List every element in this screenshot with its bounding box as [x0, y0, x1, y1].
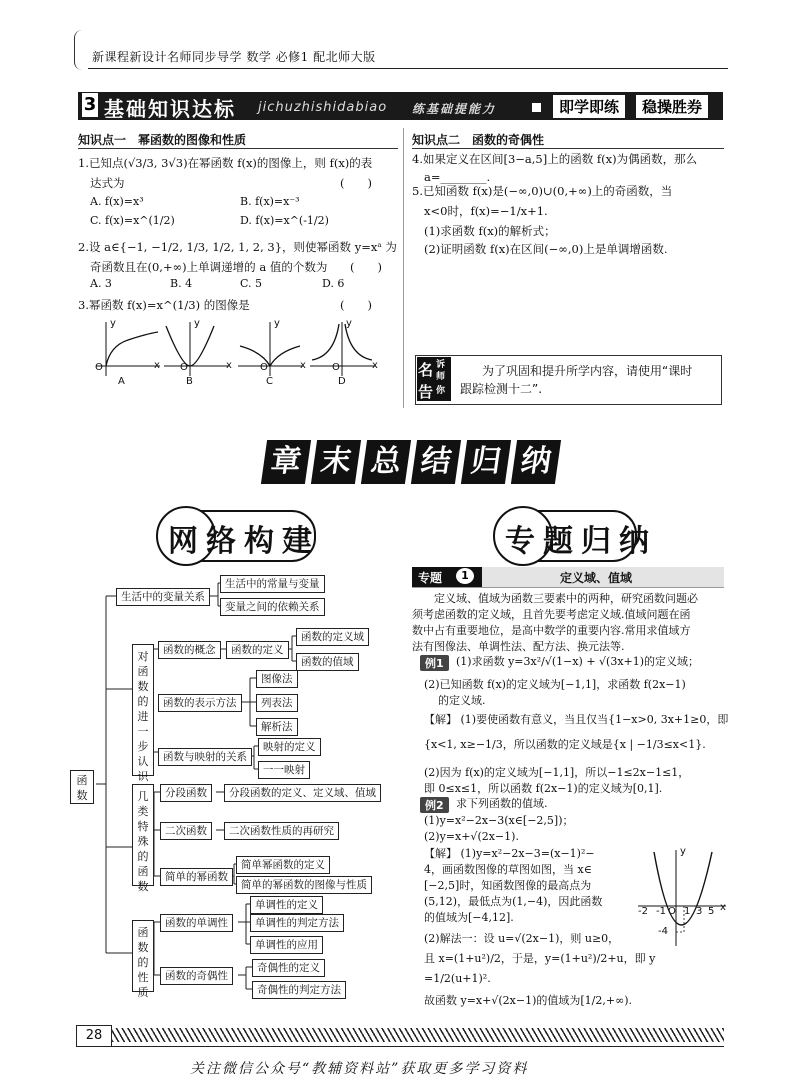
q2-line1: 2.设 a∈{−1, −1/2, 1/3, 1/2, 1, 2, 3}，则使幂函数 y=xᵃ 为 [78, 240, 397, 254]
parabola-tick: -1 [656, 906, 666, 917]
ex2-sol2-4: 故函数 y=x+√(2x−1)的值域为[1/2,+∞). [424, 994, 633, 1007]
q4-line1: 4.如果定义在区间[3−a,5]上的函数 f(x)为偶函数，那么 [412, 152, 698, 166]
tree-life-a: 生活中的常量与变量 [220, 575, 325, 593]
ex1-sol4: 即 0≤x≤1，所以函数 f(2x−1)的定义域为[0,1]. [424, 782, 663, 795]
topic-intro-3: 数中占有重要地位，是高中数学的重要内容.常用求值域方 [412, 624, 691, 637]
parabola-tick: -2 [638, 906, 648, 917]
graph-b-label: B [186, 376, 193, 387]
chapter-char: 末 [311, 440, 361, 484]
ex2-sol-1: 【解】 (1)y=x²−2x−3=(x−1)²− [424, 847, 595, 860]
q2-line2: 奇函数且在(0,+∞)上单调递增的 a 值的个数为 [90, 260, 328, 274]
ex2-sol-2: 4，画函数图像的草图如图，当 x∈ [424, 863, 592, 876]
tree-parity-a: 奇偶性的定义 [252, 959, 325, 977]
tree-piece-a: 分段函数的定义、定义域、值域 [224, 784, 381, 802]
tree-parity: 函数的奇偶性 [160, 967, 233, 985]
q1-line2: 达式为 [90, 176, 125, 190]
page-number: 28 [76, 1025, 112, 1047]
tip-text-line2: 跟踪检测十二”. [460, 382, 543, 396]
graph-b-x: x [226, 360, 232, 371]
ex2-sol-4: (5,12)，最低点为(1,−4)，因此函数 [424, 895, 603, 908]
banner-tag-2: 稳操胜券 [636, 95, 708, 118]
tree-power: 简单的幂函数 [160, 868, 233, 886]
topic-label: 专题 [418, 571, 443, 585]
section-pinyin: jichuzhishidabiao [258, 100, 388, 115]
ex1-sol1: 【解】 (1)要使函数有意义，当且仅当{1−x>0, 3x+1≥0，即 [424, 713, 729, 726]
example2-label: 例2 [420, 797, 449, 813]
footer-rule [76, 1046, 724, 1047]
ex2-sol2-2: 且 x=(1+u²)/2，于是，y=(1+u²)/2+u，即 y [424, 952, 656, 965]
graph-d-label: D [338, 376, 346, 387]
kp2-underline [412, 148, 724, 149]
tip-badge-char: 师 [436, 372, 446, 382]
running-header: 新课程新设计名师同步导学 数学 必修1 配北师大版 [92, 50, 376, 64]
tree-range: 函数的值域 [296, 653, 359, 671]
example1-label: 例1 [420, 655, 449, 671]
q5-sub1: (1)求函数 f(x)的解析式； [424, 224, 556, 238]
chapter-char: 纳 [511, 440, 561, 484]
parabola-y: y [680, 846, 686, 857]
tree-graph: 图像法 [256, 670, 298, 688]
ex2-q1: (1)y=x²−2x−3(x∈[−2,5])； [424, 814, 574, 827]
tree-mono: 函数的单调性 [160, 914, 233, 932]
ex1-sol2: {x<1, x≥−1/3，所以函数的定义域是{x | −1/3≤x<1}. [424, 738, 706, 751]
topic-intro-2: 须考虑函数的定义域，且首先要考虑定义域.值域问题在函 [412, 608, 691, 621]
tip-badge-char: 告 [418, 383, 434, 401]
topic-name: 定义域、值域 [560, 571, 633, 585]
graph-c-origin: O [260, 362, 268, 373]
parabola-x: x [720, 902, 726, 913]
parabola-graph [636, 848, 728, 948]
graph-c [234, 318, 309, 378]
parabola-tick: 5 [708, 906, 715, 917]
tree-mapdef: 映射的定义 [258, 738, 321, 756]
parabola-tick: 3 [696, 906, 703, 917]
topic-intro-1: 定义域、值域为函数三要素中的两种，研究函数问题必 [412, 592, 698, 605]
header-rule [88, 68, 728, 69]
tree-quad-a: 二次函数性质的再研究 [224, 822, 339, 840]
tree-def: 函数的定义 [226, 641, 289, 659]
tree-anal: 解析法 [256, 718, 298, 736]
tip-text-line1: 为了巩固和提升所学内容，请使用“课时 [482, 364, 693, 378]
tree-root-label: 函数 [76, 774, 88, 802]
graph-c-x: x [300, 360, 306, 371]
ex2-q2: (2)y=x+√(2x−1). [424, 830, 519, 843]
graph-d-origin: O [332, 362, 340, 373]
tip-badge-char: 你 [436, 386, 446, 396]
graph-a-y: y [110, 318, 116, 329]
slogan-square-icon [532, 103, 541, 112]
q1-option-c: C. f(x)=x^(1/2) [90, 214, 175, 227]
q1-option-b: B. f(x)=x⁻³ [240, 195, 300, 208]
network-title: 网络构建 [168, 524, 320, 559]
graph-b-y: y [194, 318, 200, 329]
q5-line2: x<0时，f(x)=−1/x+1. [424, 204, 548, 218]
footer-promo: 关注微信公众号“教辅资料站”获取更多学习资料 [190, 1061, 529, 1077]
ex1-sol3: (2)因为 f(x)的定义域为[−1,1]，所以−1≤2x−1≤1， [424, 766, 690, 779]
ex2-sol2-3: =1/2(u+1)². [424, 972, 491, 985]
q4-line2: a=________. [424, 170, 491, 184]
q5-sub2: (2)证明函数 f(x)在区间(−∞,0)上是单调增函数. [424, 242, 668, 256]
q2-paren: ( ) [350, 260, 382, 274]
topic-title: 专题归纳 [505, 524, 657, 559]
tree-life: 生活中的变量关系 [116, 588, 210, 606]
tree-concept: 函数的概念 [158, 641, 221, 659]
ex2-sol2-1: (2)解法一：设 u=√(2x−1)，则 u≥0， [424, 932, 620, 945]
q2-option-c: C. 5 [240, 277, 263, 290]
page-edge-mark [74, 30, 83, 70]
tree-root [70, 770, 94, 804]
tree-mono-c: 单调性的应用 [250, 936, 323, 954]
tree-special-label: 几类特殊的函数 [137, 790, 149, 893]
section-title: 基础知识达标 [104, 97, 236, 121]
graph-b-origin: O [180, 362, 188, 373]
graph-d-x: x [372, 360, 378, 371]
tree-power-b: 简单的幂函数的图像与性质 [236, 876, 372, 894]
graph-a-label: A [118, 376, 125, 387]
tree-onetoone: 一一映射 [258, 761, 310, 779]
graph-c-y: y [274, 318, 280, 329]
q2-option-d: D. 6 [322, 277, 345, 290]
chapter-char: 章 [261, 440, 311, 484]
q5-line1: 5.已知函数 f(x)是(−∞,0)∪(0,+∞)上的奇函数，当 [412, 184, 673, 198]
topic-num-icon: 1 [456, 568, 474, 584]
parabola-tick: O [668, 906, 676, 917]
tree-mono-b: 单调性的判定方法 [250, 914, 344, 932]
q1-option-d: D. f(x)=x^(-1/2) [240, 214, 329, 227]
chapter-char: 结 [411, 440, 461, 484]
q3-line: 3.幂函数 f(x)=x^(1/3) 的图像是 [78, 298, 250, 312]
tree-props-label: 函数的性质 [137, 926, 149, 999]
parabola-tick: 1 [684, 906, 691, 917]
banner-tag-1: 即学即练 [553, 95, 625, 118]
tree-power-a: 简单幂函数的定义 [236, 856, 330, 874]
ex2-q: 求下列函数的值域. [456, 797, 548, 810]
column-divider [403, 128, 404, 408]
topic-intro-4: 法有图像法、单调性法、配方法、换元法等. [412, 640, 625, 653]
graph-d [306, 318, 381, 378]
tree-further-label: 对函数的进一步认识 [137, 650, 149, 783]
tree-map: 函数与映射的关系 [158, 748, 252, 766]
ex1-q1: (1)求函数 y=3x²/√(1−x) + √(3x+1)的定义域； [456, 655, 700, 668]
tree-life-b: 变量之间的依赖关系 [220, 598, 325, 616]
tip-badge-char: 名 [418, 361, 434, 379]
tree-props [132, 920, 154, 999]
tree-domain: 函数的定义域 [296, 628, 369, 646]
tree-further [132, 644, 154, 783]
kp2-title: 知识点二 函数的奇偶性 [412, 133, 545, 147]
ex1-q2b: 的定义域. [438, 694, 486, 707]
section-number: 3 [83, 94, 97, 115]
chapter-char: 归 [461, 440, 511, 484]
parabola-y-tick: -4 [658, 926, 668, 937]
kp1-title: 知识点一 幂函数的图像和性质 [78, 133, 247, 147]
q3-paren: ( ) [340, 298, 372, 312]
footer-hatch [112, 1028, 724, 1042]
graph-c-label: C [266, 376, 273, 387]
graph-a-origin: O [95, 362, 103, 373]
ex2-sol-5: 的值域为[−4,12]. [424, 911, 514, 924]
graph-d-y: y [346, 318, 352, 329]
q2-option-b: B. 4 [170, 277, 193, 290]
tree-list: 列表法 [256, 694, 298, 712]
tree-quad: 二次函数 [160, 822, 212, 840]
ex1-q2a: (2)已知函数 f(x)的定义域为[−1,1]，求函数 f(2x−1) [424, 678, 686, 691]
q2-option-a: A. 3 [90, 277, 112, 290]
section-slogan: 练基础提能力 [412, 102, 497, 116]
tip-badge-char: 诉 [436, 360, 446, 370]
kp1-underline [78, 148, 398, 149]
q1-option-a: A. f(x)=x³ [90, 195, 144, 208]
tree-special [132, 784, 154, 893]
tree-mono-a: 单调性的定义 [250, 896, 323, 914]
chapter-char: 总 [361, 440, 411, 484]
tree-parity-b: 奇偶性的判定方法 [252, 981, 346, 999]
graph-a-x: x [154, 360, 160, 371]
tip-badge [417, 357, 451, 401]
q1-line1: 1.已知点(√3/3, 3√3)在幂函数 f(x)的图像上，则 f(x)的表 [78, 156, 373, 170]
tree-repr: 函数的表示方法 [158, 694, 242, 712]
ex2-sol-3: [−2,5]时，知函数图像的最高点为 [424, 879, 592, 892]
q1-paren: ( ) [340, 176, 372, 190]
tree-piece: 分段函数 [160, 784, 212, 802]
